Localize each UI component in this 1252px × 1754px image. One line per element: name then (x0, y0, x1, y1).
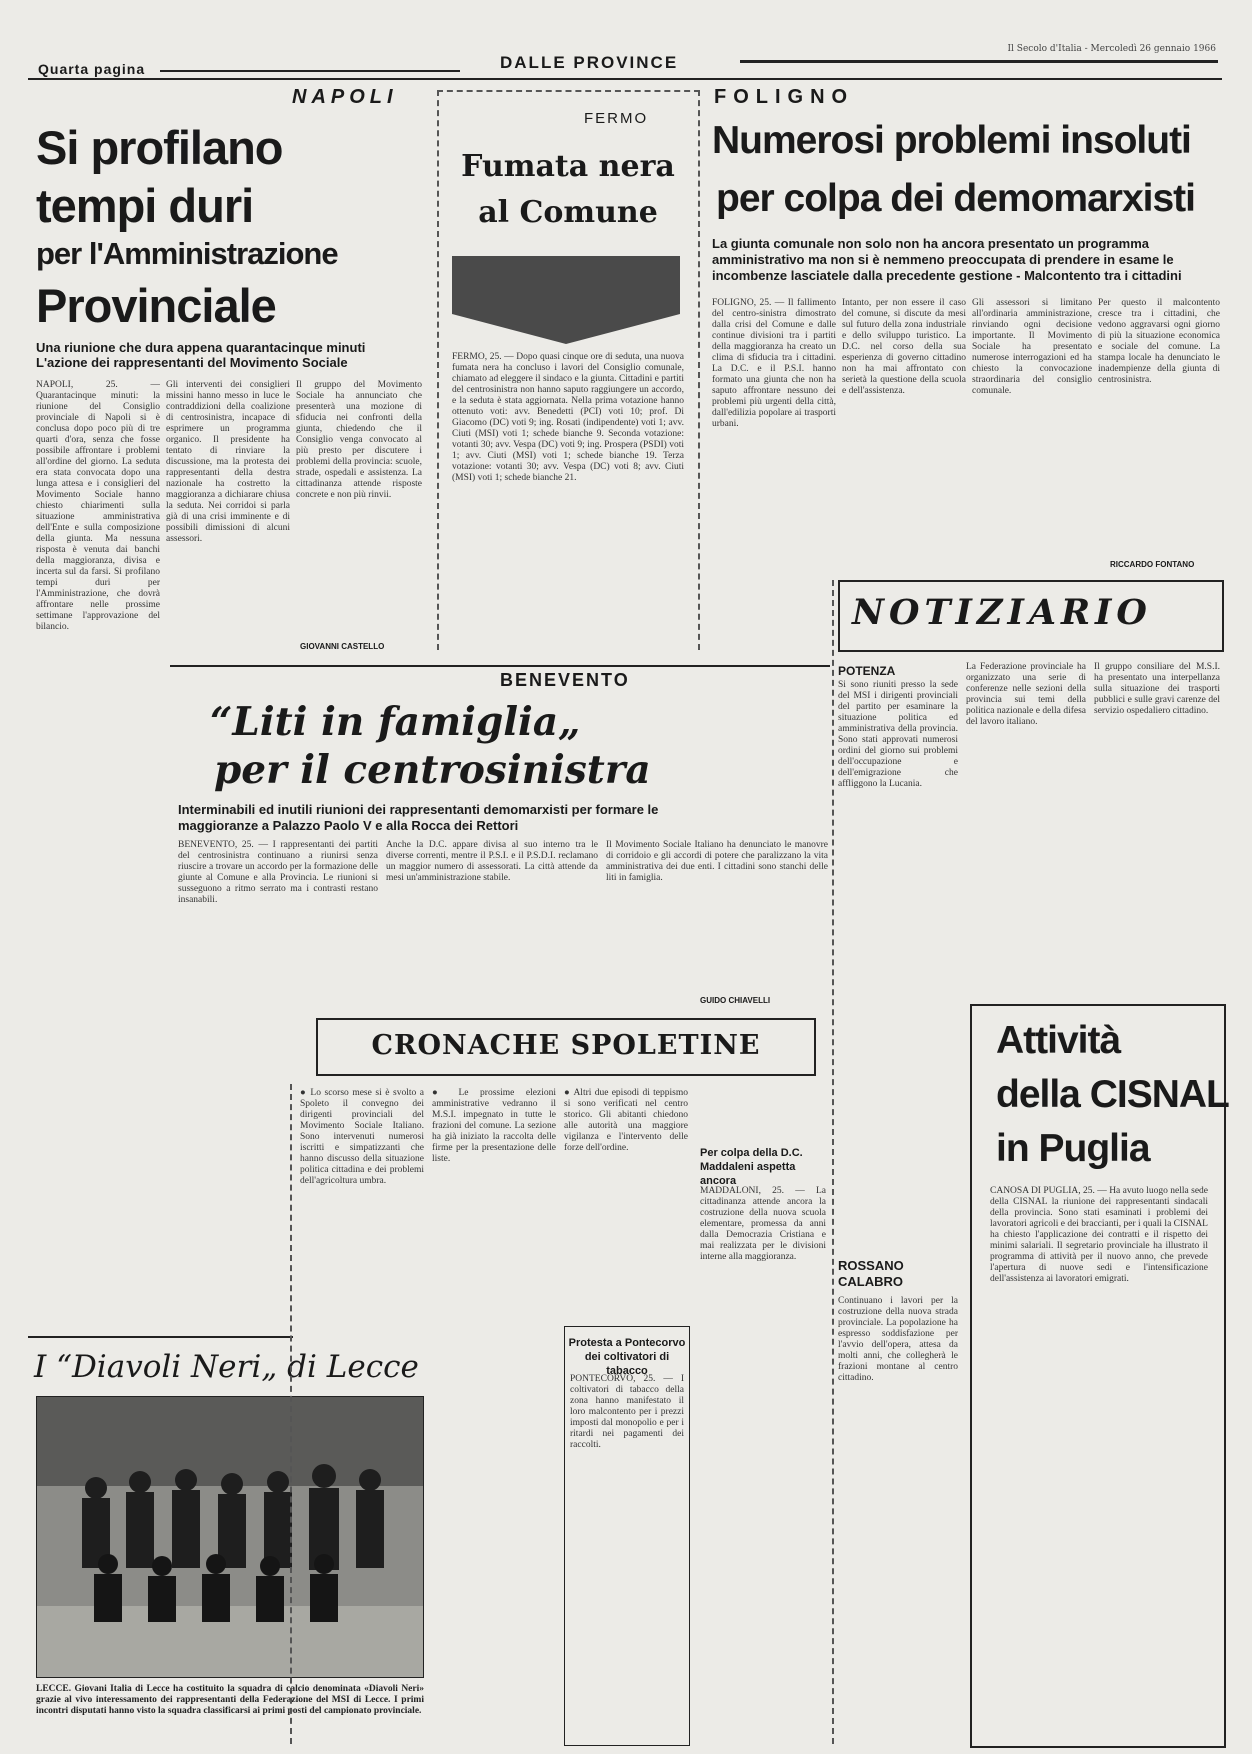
fermo-dateline: FERMO (584, 110, 649, 127)
fermo-graphic (452, 256, 680, 346)
header-rule-bottom (28, 78, 1222, 80)
benevento-headline-1: “Liti in famiglia„ (210, 699, 581, 745)
fermo-frame-left (437, 90, 439, 650)
napoli-body-col2: Gli interventi dei consiglieri missini hanno messo in luce le contraddizioni della coalizione di centrosinistra, incapace di esprimere un programma organico. Il presidente ha tentato di rinviare la discussione, ma la protesta dei rappresentanti della destra nazionale ha costretto la maggioranza a dichiarare chiusa la seduta. Nei corridoi si parla già di una crisi imminente e di possibili dimissioni di alcuni assessori. (166, 380, 290, 544)
notiziario-body-col2: La Federazione provinciale ha organizzato una serie di conferenze nelle sezioni della provincia sui temi della politica nazionale e della difesa del lavoro italiano. (966, 662, 1086, 727)
section-title: DALLE PROVINCE (500, 53, 679, 72)
header-rule-left (160, 70, 460, 72)
benevento-body-col2: Anche la D.C. appare divisa al suo interno tra le diverse correnti, mentre il P.S.I. e il P.S.D.I. reclamano un maggior numero di assessorati. La città attende da mesi un'amministrazione stabile. (386, 840, 598, 883)
page-section-label: Quarta pagina (38, 61, 146, 77)
potenza-body: Si sono riuniti presso la sede del MSI i dirigenti provinciali del partito per esaminare la situazione politica ed amministrativa della provincia. Sono stati approvati numerosi ordini del giorno sui problemi dell'occupazione e dell'emigrazione che affliggono la Lucania. (838, 680, 958, 789)
lecce-team-photo (36, 1396, 424, 1678)
foligno-body-col1: FOLIGNO, 25. — Il fallimento del centro-sinistra dimostrato dalla crisi del Comune e dalle continue divisioni tra i partiti della maggioranza ha creato un clima di sfiducia tra i cittadini. La D.C. e il P.S.I. hanno formato una giunta che non ha saputo affrontare nessuno dei problemi più urgenti della città, dall'edilizia popolare ai trasporti urbani. (712, 298, 836, 429)
lecce-top-rule (28, 1336, 293, 1338)
cronache-title: CRONACHE SPOLETINE (371, 1030, 761, 1061)
benevento-dateline: BENEVENTO (500, 670, 630, 690)
napoli-headline-3: per l'Amministrazione (36, 236, 338, 271)
cisnal-headline-2: della CISNAL (996, 1073, 1229, 1116)
maddaleni-title: Per colpa della D.C. Maddaleni aspetta ancora (700, 1147, 803, 1187)
pontecorvo-title: Protesta a Pontecorvo dei coltivatori di tabacco (568, 1337, 686, 1377)
rossano-body: Continuano i lavori per la costruzione della nuova strada provinciale. La popolazione ha espresso soddisfazione per l'avvio dell'opera, attesa da molti anni, che collegherà le frazioni montane al centro cittadino. (838, 1296, 958, 1383)
lecce-caption: LECCE. Giovani Italia di Lecce ha costituito la squadra di calcio denominata «Diavoli Neri» grazie al vivo interessamento dei rappresentanti della Federazione del MSI di Lecce. I primi incontri disputati hanno visto la squadra classificarsi ai primi posti del campionato provinciale. (36, 1684, 424, 1716)
benevento-subhead: Interminabili ed inutili riunioni dei rappresentanti demomarxisti per formare le maggioranze a Palazzo Paolo V e alla Rocca dei Rettori (178, 802, 659, 833)
fermo-frame-top (437, 90, 700, 92)
napoli-headline-1: Si profilano (36, 121, 283, 174)
col-separator-left (290, 1084, 292, 1744)
foligno-body-col4: Per questo il malcontento cresce tra i cittadini, che vedono aggravarsi ogni giorno di più la situazione economica e sociale del comune. La stampa locale ha denunciato le inadempienze della giunta di centrosinistra. (1098, 298, 1220, 385)
napoli-body-col3: Il gruppo del Movimento Sociale ha annunciato che presenterà una mozione di sfiducia nei confronti della giunta, chiedendo che il Consiglio venga convocato al più presto per discutere i problemi della provincia: scuole, strade, ospedali e assistenza. La cittadinanza attende risposte concrete e non più rinvii. (296, 380, 422, 500)
napoli-subhead: Una riunione che dura appena quarantacinque minuti L'azione dei rappresentanti del Movimento Sociale (36, 340, 366, 370)
cisnal-headline-3: in Puglia (996, 1127, 1150, 1170)
benevento-byline: GUIDO CHIAVELLI (700, 996, 771, 1005)
page-header (28, 44, 1224, 78)
benevento-top-rule (170, 665, 830, 667)
foligno-dateline: FOLIGNO (714, 86, 855, 108)
napoli-byline: GIOVANNI CASTELLO (300, 642, 385, 651)
napoli-headline-4: Provinciale (36, 279, 276, 332)
napoli-dateline: NAPOLI (292, 86, 398, 108)
fermo-graphic-shape (452, 256, 680, 344)
foligno-headline-1: Numerosi problemi insoluti (712, 119, 1191, 162)
fermo-frame-right (698, 90, 700, 650)
fermo-headline-2: al Comune (478, 195, 658, 230)
fermo-headline-1: Fumata nera (461, 149, 675, 184)
header-rule-right (740, 60, 1218, 63)
foligno-body-col3: Gli assessori si limitano all'ordinaria amministrazione, rinviando ogni decisione importante. Il Movimento Sociale ha presentato numerose interrogazioni ed ha chiesto la convocazione straordinaria del consiglio comunale. (972, 298, 1092, 396)
foligno-headline-2: per colpa dei demomarxisti (716, 177, 1196, 220)
benevento-body-col3: Il Movimento Sociale Italiano ha denunciato le manovre di corridoio e gli accordi di potere che paralizzano la vita amministrativa dei due enti. I cittadini sono stanchi delle liti in famiglia. (606, 840, 828, 883)
maddaleni-body: MADDALONI, 25. — La cittadinanza attende ancora la costruzione della nuova scuola elementare, promessa da anni dalla Democrazia Cristiana e mai realizzata per le divisioni interne alla maggioranza. (700, 1186, 826, 1262)
notiziario-title: NOTIZIARIO (852, 592, 1152, 633)
napoli-body-col1: NAPOLI, 25. — Quarantacinque minuti: la riunione del Consiglio provinciale di Napoli si è conclusa dopo poco più di tre quarti d'ora, senza che fosse possibile affrontare i problemi all'ordine del giorno. La seduta era stata convocata dopo una lunga attesa e i consiglieri del Movimento Sociale hanno chiesto chiarimenti sulla situazione amministrativa dell'Ente e sulla composizione della giunta. Ma nessuna risposta è venuta dai banchi della maggioranza, divisa e incerta sul da farsi. Si profilano tempi duri per l'Amministrazione, che dovrà affrontare nelle prossime settimane l'approvazione del bilancio. (36, 380, 160, 632)
pontecorvo-body: PONTECORVO, 25. — I coltivatori di tabacco della zona hanno manifestato il loro malcontento per i prezzi imposti dal monopolio e per i ritardi nei pagamenti dei raccolti. (570, 1374, 684, 1450)
foligno-byline: RICCARDO FONTANO (1110, 560, 1195, 569)
napoli-headline-2: tempi duri (36, 179, 254, 232)
rossano-title: ROSSANO CALABRO (838, 1258, 904, 1289)
cronache-body-col2: ● Le prossime elezioni amministrative vedranno il M.S.I. impegnato in tutte le frazioni del comune. La sezione ha già iniziato la raccolta delle firme per la presentazione delle liste. (432, 1088, 556, 1164)
cronache-body-col3: ● Altri due episodi di teppismo si sono verificati nel centro storico. Gli abitanti chiedono alle autorità una maggiore vigilanza e l'intervento delle forze dell'ordine. (564, 1088, 688, 1153)
benevento-headline-2: per il centrosinistra (214, 747, 651, 793)
notiziario-body-col3: Il gruppo consiliare del M.S.I. ha presentato una interpellanza sulla situazione dei trasporti pubblici e sulle gravi carenze del servizio ospedaliero cittadino. (1094, 662, 1220, 716)
cisnal-body: CANOSA DI PUGLIA, 25. — Ha avuto luogo nella sede della CISNAL la riunione dei rappresentanti sindacali della provincia. Sono stati esaminati i problemi dei lavoratori agricoli e dei braccianti, per i quali la CISNAL ha chiesto l'applicazione dei contratti e il rispetto dei minimi salariali. Il segretario provinciale ha illustrato il programma di attività per il nuovo anno, che prevede l'apertura di nuove sedi e l'intensificazione dell'assistenza ai lavoratori emigrati. (990, 1186, 1208, 1284)
cronache-body-col1: ● Lo scorso mese si è svolto a Spoleto il convegno dei dirigenti provinciali del Movimento Sociale Italiano. Sono intervenuti numerosi iscritti e simpatizzanti che hanno discusso della situazione politica cittadina e dei problemi dell'agricoltura umbra. (300, 1088, 424, 1186)
foligno-body-col2: Intanto, per non essere il caso del comune, si discute da mesi sul futuro della zona industriale e dello sviluppo turistico. La D.C. nel corso della sua esperienza di governo cittadino non ha mai affrontato con serietà la questione della scuola e dell'assistenza. (842, 298, 966, 396)
lecce-headline: I “Diavoli Neri„ di Lecce (34, 1349, 419, 1385)
potenza-title: POTENZA (838, 664, 896, 678)
masthead-date: Il Secolo d'Italia - Mercoledì 26 gennaio 1966 (1007, 44, 1216, 54)
cisnal-headline-1: Attività (996, 1019, 1121, 1062)
foligno-subhead: La giunta comunale non solo non ha ancora presentato un programma amministrativo ma non si è nemmeno preoccupata di prendere in esame le incombenze lasciatele dalla precedente gestione - Malcontento tra i cittadini (712, 236, 1182, 283)
benevento-body-col1: BENEVENTO, 25. — I rappresentanti dei partiti del centrosinistra continuano a riunirsi senza riuscire a trovare un accordo per la formazione delle giunte al Comune e alla Provincia. Le riunioni si susseguono a ritmo serrato ma i contrasti restano insanabili. (178, 840, 378, 905)
fermo-body: FERMO, 25. — Dopo quasi cinque ore di seduta, una nuova fumata nera ha concluso i lavori del Consiglio comunale, chiamato ad eleggere il sindaco e la giunta. Cittadini e partiti del centrosinistra non hanno saputo raggiungere un accordo, e la seduta è stata aggiornata. Nella prima votazione hanno ottenuto voti: avv. Benedetti (PCI) voti 10; prof. Di Giacomo (DC) voti 9; ing. Rosati (indipendente) voti 1; avv. Ciuti (MSI) voti 1; schede bianche 9. Seconda votazione: votanti 30; avv. Vespa (DC) voti 9; ing. Prospera (PSDI) voti 1; avv. Ciuti (MSI) voti 1; schede bianche 19. Terza votazione: votanti 30; avv. Vespa (DC) voti 8; avv. Ciuti (MSI) voti 1; schede bianche 21. (452, 352, 684, 483)
col-separator-right (832, 580, 834, 1744)
